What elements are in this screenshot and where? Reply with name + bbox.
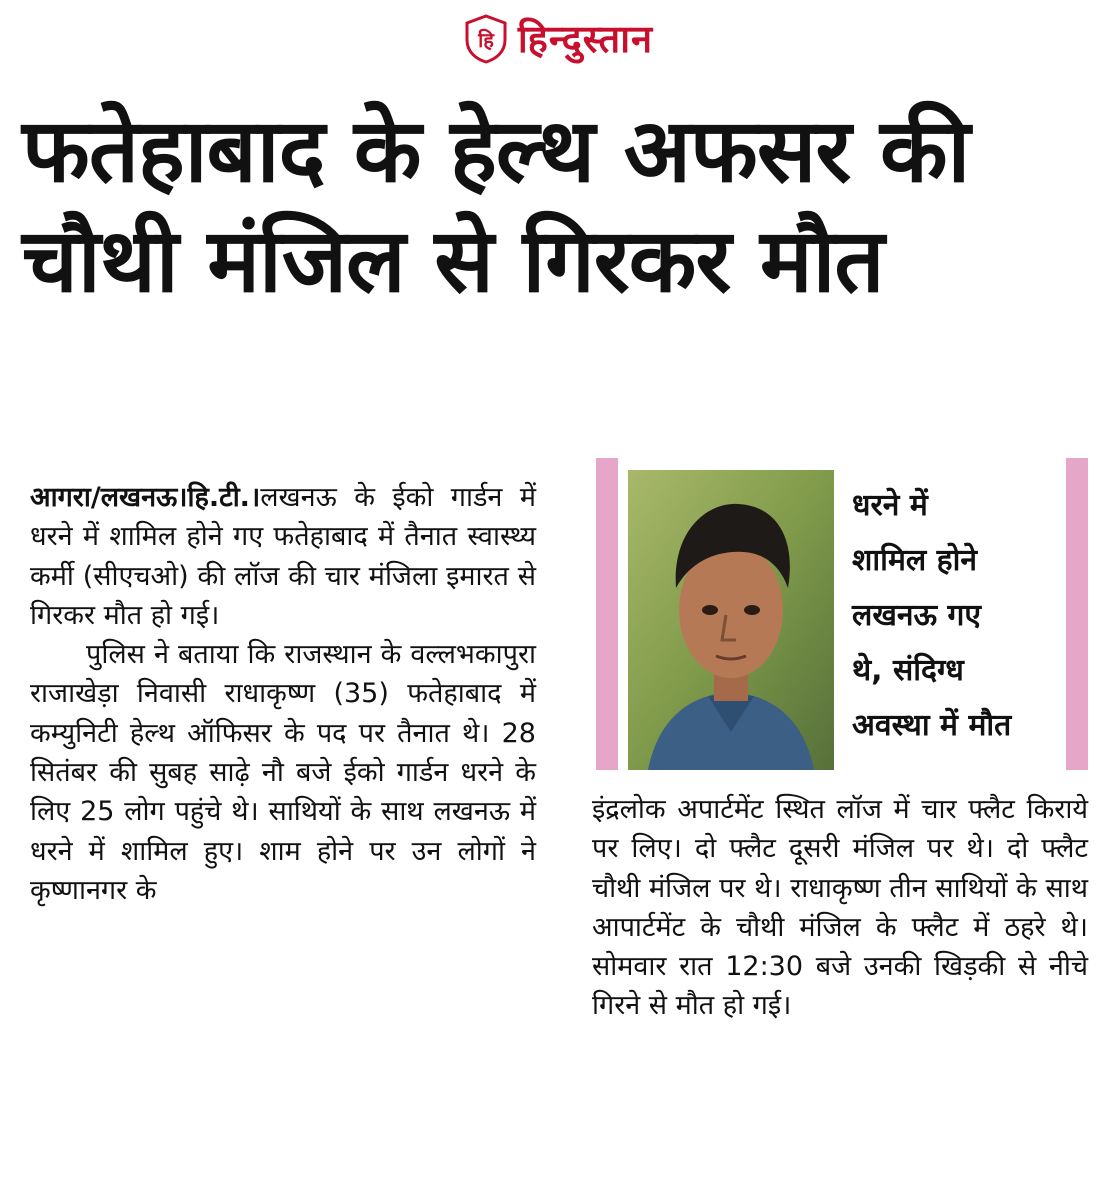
headline-line-2: चौथी मंजिल से गिरकर मौत	[22, 209, 884, 312]
article-column-right	[592, 790, 1088, 1026]
article-paragraph-2: पुलिस ने बताया कि राजस्थान के वल्लभकापुरा राजाखेड़ा निवासी राधाकृष्ण (35) फतेहाबाद में कम्युनिटी हेल्थ ऑफिसर के पद पर तैनात थे। 28 सितंबर की सुबह साढ़े नौ बजे ईको गार्डन धरने के लिए 25 लोग पहुंचे थे। साथियों के साथ लखनऊ में धरने में शामिल हुए। शाम होने पर उन लोगों ने कृष्णानगर के	[30, 639, 536, 906]
caption-line-2: शामिल होने	[852, 543, 978, 578]
person-photo	[628, 470, 834, 770]
decorative-bar-right	[1066, 458, 1088, 770]
headline	[22, 96, 1102, 316]
caption-line-5: अवस्था में मौत	[852, 708, 1012, 743]
headline-line-1: फतेहाबाद के हेल्थ अफसर की	[22, 99, 970, 202]
logo-letter: हि	[477, 28, 494, 52]
article-paragraph-3: इंद्रलोक अपार्टमेंट स्थित लॉज में चार फ्लैट किराये पर लिए। दो फ्लैट दूसरी मंजिल पर थे। दो फ्लैट चौथी मंजिल पर थे। राधाकृष्ण तीन साथियों के साथ आपार्टमेंट के चौथी मंजिल के फ्लैट में ठहरे थे। सोमवार रात 12:30 बजे उनकी खिड़की से नीचे गिरने से मौत हो गई।	[592, 794, 1088, 1022]
masthead	[0, 14, 1117, 64]
photo-caption	[852, 478, 1052, 753]
paragraph-1-text: लखनऊ के ईको गार्डन में धरने में शामिल होने गए फतेहाबाद में तैनात स्वास्थ्य कर्मी (सीएचओ) की लॉज की चार मंजिला इमारत से गिरकर मौत हो गई।	[30, 482, 536, 631]
newspaper-logo	[464, 14, 508, 64]
dateline: आगरा/लखनऊ।हि.टी.।	[30, 482, 261, 513]
caption-line-4: थे, संदिग्ध	[852, 653, 964, 688]
article-paragraph-1	[30, 478, 536, 635]
article-column-left	[30, 478, 536, 910]
caption-line-3: लखनऊ गए	[852, 598, 982, 633]
caption-line-1: धरने में	[852, 488, 928, 523]
decorative-bar-left	[596, 458, 618, 770]
brand-name: हिन्दुस्तान	[517, 17, 654, 61]
